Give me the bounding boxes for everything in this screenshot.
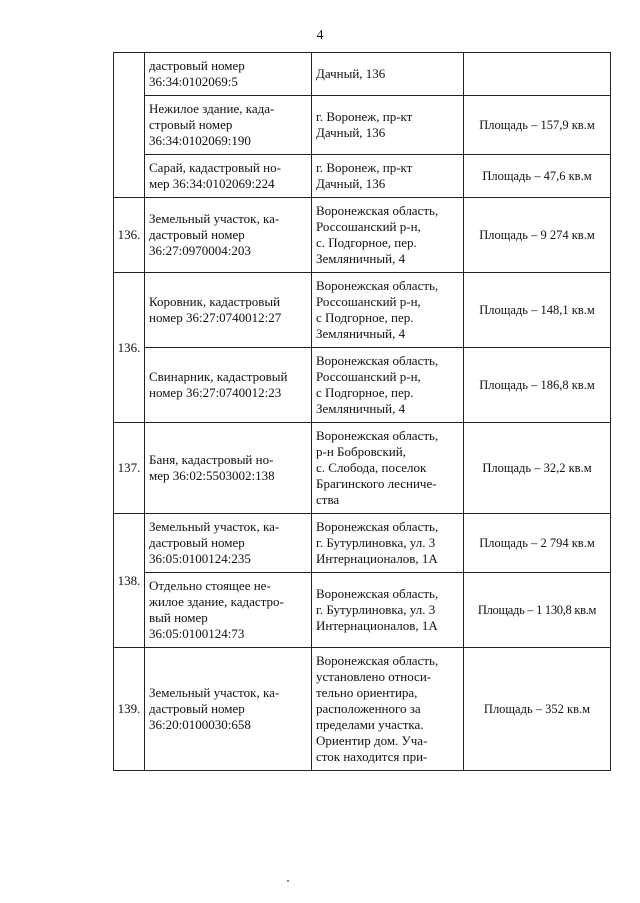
row-number: 139. [114, 648, 145, 771]
table-row [114, 198, 611, 273]
address-line: г. Бутурлиновка, ул. 3 [316, 602, 436, 617]
address-line: Дачный, 136 [316, 66, 386, 81]
object-line: жилое здание, кадастро- [149, 594, 284, 609]
address-line: с Подгорное, пер. [316, 310, 414, 325]
address-line: Воронежская область, [316, 519, 439, 534]
address-line: Воронежская область, [316, 586, 439, 601]
address-line: ства [316, 492, 340, 507]
row-number: 136. [114, 273, 145, 423]
object-line: стровый номер [149, 117, 233, 132]
address-line: Брагинского лесниче- [316, 476, 437, 491]
address-cell [312, 514, 464, 573]
object-line: Свинарник, кадастровый [149, 369, 288, 384]
row-number: 137. [114, 423, 145, 514]
object-line: вый номер [149, 610, 208, 625]
area-cell: Площадь – 186,8 кв.м [464, 348, 611, 423]
object-line: Коровник, кадастровый [149, 294, 281, 309]
object-line: номер 36:27:0740012:23 [149, 385, 282, 400]
object-line: Баня, кадастровый но- [149, 452, 274, 467]
object-line: 36:05:0100124:235 [149, 551, 251, 566]
object-cell [145, 423, 312, 514]
area-cell [464, 53, 611, 96]
address-cell [312, 573, 464, 648]
area-cell: Площадь – 148,1 кв.м [464, 273, 611, 348]
address-line: Воронежская область, [316, 278, 439, 293]
address-line: Ориентир дом. Уча- [316, 733, 428, 748]
scan-speck [287, 880, 289, 882]
address-line: г. Воронеж, пр-кт [316, 109, 413, 124]
object-line: дастровый номер [149, 535, 245, 550]
table-row [114, 53, 611, 96]
address-line: расположенного за [316, 701, 421, 716]
address-line: Интернационалов, 1А [316, 551, 438, 566]
object-line: Сарай, кадастровый но- [149, 160, 281, 175]
object-line: 36:20:0100030:658 [149, 717, 251, 732]
row-number: 138. [114, 514, 145, 648]
address-line: сток находится при- [316, 749, 428, 764]
object-cell [145, 514, 312, 573]
area-cell: Площадь – 32,2 кв.м [464, 423, 611, 514]
address-line: с. Подгорное, пер. [316, 235, 417, 250]
address-line: с Подгорное, пер. [316, 385, 414, 400]
address-line: Россошанский р-н, [316, 369, 421, 384]
address-line: Воронежская область, [316, 428, 439, 443]
object-line: номер 36:27:0740012:27 [149, 310, 282, 325]
address-line: Земляничный, 4 [316, 401, 406, 416]
address-line: Интернационалов, 1А [316, 618, 438, 633]
object-line: Земельный участок, ка- [149, 519, 280, 534]
table-row [114, 348, 611, 423]
address-line: пределами участка. [316, 717, 424, 732]
address-line: Дачный, 136 [316, 176, 386, 191]
area-cell: Площадь – 2 794 кв.м [464, 514, 611, 573]
address-line: г. Бутурлиновка, ул. 3 [316, 535, 436, 550]
address-line: Воронежская область, [316, 353, 439, 368]
address-cell [312, 648, 464, 771]
address-cell [312, 155, 464, 198]
area-cell: Площадь – 352 кв.м [464, 648, 611, 771]
object-line: Нежилое здание, када- [149, 101, 275, 116]
address-cell [312, 53, 464, 96]
object-line: 36:34:0102069:5 [149, 74, 238, 89]
address-line: Россошанский р-н, [316, 294, 421, 309]
object-line: дастровый номер [149, 227, 245, 242]
table-row [114, 573, 611, 648]
address-line: Земляничный, 4 [316, 251, 406, 266]
address-line: Воронежская область, [316, 653, 439, 668]
address-cell [312, 423, 464, 514]
address-line: г. Воронеж, пр-кт [316, 160, 413, 175]
address-cell [312, 96, 464, 155]
area-cell: Площадь – 47,6 кв.м [464, 155, 611, 198]
table-row [114, 423, 611, 514]
object-cell [145, 348, 312, 423]
address-line: Россошанский р-н, [316, 219, 421, 234]
table-row [114, 155, 611, 198]
area-cell: Площадь – 1 130,8 кв.м [464, 573, 611, 648]
object-line: Отдельно стоящее не- [149, 578, 271, 593]
table-row [114, 273, 611, 348]
page-number: 4 [316, 28, 324, 43]
object-line: 36:34:0102069:190 [149, 133, 251, 148]
table-row [114, 514, 611, 573]
address-line: тельно ориентира, [316, 685, 418, 700]
address-line: Земляничный, 4 [316, 326, 406, 341]
object-cell [145, 273, 312, 348]
property-table [113, 52, 611, 771]
object-line: дастровый номер [149, 701, 245, 716]
address-cell [312, 348, 464, 423]
table-row [114, 648, 611, 771]
address-line: установлено относи- [316, 669, 432, 684]
object-cell [145, 573, 312, 648]
object-line: Земельный участок, ка- [149, 685, 280, 700]
address-cell [312, 273, 464, 348]
object-cell [145, 96, 312, 155]
object-cell [145, 198, 312, 273]
object-line: 36:05:0100124:73 [149, 626, 245, 641]
area-cell: Площадь – 157,9 кв.м [464, 96, 611, 155]
object-line: 36:27:0970004:203 [149, 243, 251, 258]
object-cell [145, 155, 312, 198]
object-cell [145, 648, 312, 771]
area-cell: Площадь – 9 274 кв.м [464, 198, 611, 273]
address-line: с. Слобода, поселок [316, 460, 427, 475]
table-row [114, 96, 611, 155]
address-line: р-н Бобровский, [316, 444, 406, 459]
object-line: мер 36:34:0102069:224 [149, 176, 275, 191]
object-line: мер 36:02:5503002:138 [149, 468, 275, 483]
address-line: Дачный, 136 [316, 125, 386, 140]
address-cell [312, 198, 464, 273]
row-number [114, 53, 145, 198]
object-cell [145, 53, 312, 96]
object-line: дастровый номер [149, 58, 245, 73]
address-line: Воронежская область, [316, 203, 439, 218]
object-line: Земельный участок, ка- [149, 211, 280, 226]
row-number: 136. [114, 198, 145, 273]
